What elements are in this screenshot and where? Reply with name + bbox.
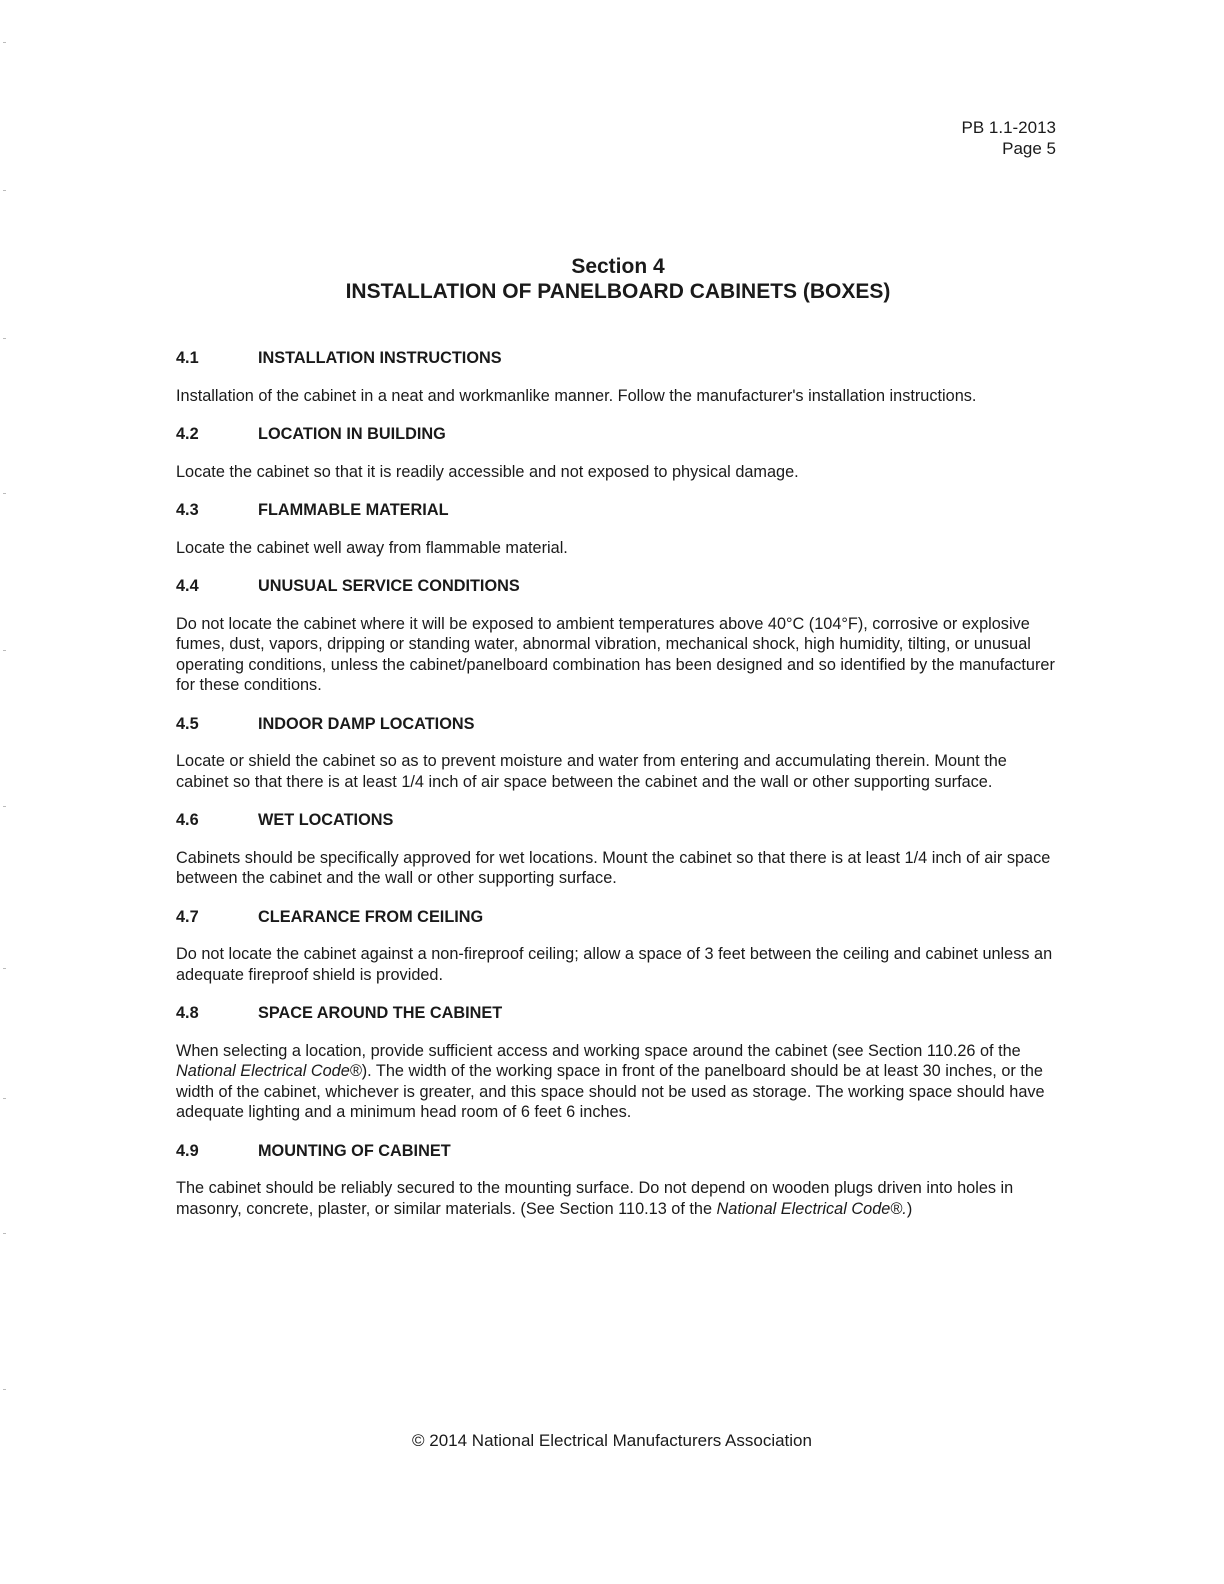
section-4-4 <box>176 576 1056 696</box>
section-paragraph <box>176 751 1056 792</box>
section-heading-text: INDOOR DAMP LOCATIONS <box>258 714 475 733</box>
section-number: 4.1 <box>176 349 199 367</box>
page-header <box>961 117 1056 159</box>
paragraph-text: Do not locate the cabinet against a non-fireproof ceiling; allow a space of 3 feet between the ceiling and cabinet unless an adequate fireproof shield is provided. <box>176 945 1053 984</box>
paragraph-text: Do not locate the cabinet where it will be exposed to ambient temperatures above 40°C (104°F), corrosive or explosive fumes, dust, vapors, dripping or standing water, abnormal vibration, mechanical shock, high humidity, tilting, or unusual operating conditions, unless the cabinet/panelboard combination has been designed and so identified by the manufacturer for these conditions. <box>176 614 1055 694</box>
section-4-3 <box>176 500 1056 558</box>
section-heading <box>176 1003 1056 1024</box>
section-paragraph <box>176 848 1056 889</box>
paragraph-text: Locate the cabinet well away from flammable material. <box>176 538 568 557</box>
section-number: 4.4 <box>176 577 199 595</box>
section-heading-text: UNUSUAL SERVICE CONDITIONS <box>258 577 520 595</box>
paragraph-text <box>176 1178 1056 1219</box>
section-4-7 <box>176 907 1056 986</box>
paragraph-text <box>176 1041 1056 1123</box>
code-reference-italic: National Electrical Code® <box>176 1062 362 1080</box>
section-4-6 <box>176 810 1056 889</box>
copyright-footer: © 2014 National Electrical Manufacturers Association <box>412 1431 812 1450</box>
section-paragraph <box>176 944 1056 985</box>
section-heading <box>176 576 1056 597</box>
section-paragraph <box>176 614 1056 696</box>
code-reference-italic: National Electrical Code®. <box>716 1199 907 1218</box>
section-4-8 <box>176 1003 1056 1123</box>
section-number: 4.9 <box>176 1141 199 1160</box>
section-paragraph <box>176 1178 1056 1219</box>
section-heading <box>176 500 1056 521</box>
section-number: 4.2 <box>176 425 199 443</box>
paragraph-text-part: The cabinet should be reliably secured to the mounting surface. Do not depend on wooden plugs driven into holes in masonry, concrete, plaster, or similar materials. (See Section 110.13 of the <box>176 1179 1014 1218</box>
document-id: PB 1.1-2013 <box>961 118 1056 137</box>
section-heading-text: CLEARANCE FROM CEILING <box>258 907 484 926</box>
section-heading <box>176 348 1056 369</box>
page-number: Page 5 <box>1002 139 1056 158</box>
section-title <box>0 254 1224 304</box>
section-number: 4.7 <box>176 907 199 926</box>
section-heading <box>176 810 1056 831</box>
section-number: 4.6 <box>176 811 199 829</box>
paragraph-text: Cabinets should be specifically approved for wet locations. Mount the cabinet so that there is at least 1/4 inch of air space between the cabinet and the wall or other supporting surface. <box>176 848 1051 887</box>
section-heading-text: SPACE AROUND THE CABINET <box>258 1004 503 1022</box>
section-heading <box>176 907 1056 928</box>
document-body <box>176 348 1056 1237</box>
section-heading-text: LOCATION IN BUILDING <box>258 425 446 443</box>
section-heading <box>176 1141 1056 1162</box>
section-number: 4.5 <box>176 714 199 733</box>
section-4-9 <box>176 1141 1056 1220</box>
section-4-2 <box>176 424 1056 482</box>
section-4-1 <box>176 348 1056 406</box>
section-number: 4.3 <box>176 501 199 519</box>
section-heading <box>176 714 1056 735</box>
section-heading <box>176 424 1056 445</box>
paragraph-text: Installation of the cabinet in a neat and workmanlike manner. Follow the manufacturer's installation instructions. <box>176 386 977 405</box>
section-heading-text: FLAMMABLE MATERIAL <box>258 501 449 519</box>
paragraph-text-part: ). The width of the working space in front of the panelboard should be at least 30 inches, or the width of the cabinet, whichever is greater, and this space should not be used as storage. The working space should have adequate lighting and a minimum head room of 6 feet 6 inches. <box>176 1062 1045 1121</box>
section-4-5 <box>176 714 1056 793</box>
section-number-title: Section 4 <box>571 255 665 278</box>
section-heading-title: INSTALLATION OF PANELBOARD CABINETS (BOXES) <box>345 280 891 303</box>
paragraph-text-part: When selecting a location, provide sufficient access and working space around the cabinet (see Section 110.26 of the <box>176 1041 1021 1060</box>
section-heading-text: WET LOCATIONS <box>258 811 394 829</box>
section-paragraph <box>176 538 1056 559</box>
paragraph-text: Locate the cabinet so that it is readily accessible and not exposed to physical damage. <box>176 462 799 481</box>
section-paragraph <box>176 386 1056 407</box>
paragraph-text-part: ) <box>906 1199 913 1218</box>
section-paragraph <box>176 1041 1056 1123</box>
section-heading-text: INSTALLATION INSTRUCTIONS <box>258 349 502 367</box>
section-paragraph <box>176 462 1056 483</box>
paragraph-text: Locate or shield the cabinet so as to prevent moisture and water from entering and accumulating therein. Mount the cabinet so that there is at least 1/4 inch of air space between the cabinet and the wall or other supporting surface. <box>176 752 1007 791</box>
section-heading-text: MOUNTING OF CABINET <box>258 1141 451 1160</box>
section-number: 4.8 <box>176 1004 199 1022</box>
